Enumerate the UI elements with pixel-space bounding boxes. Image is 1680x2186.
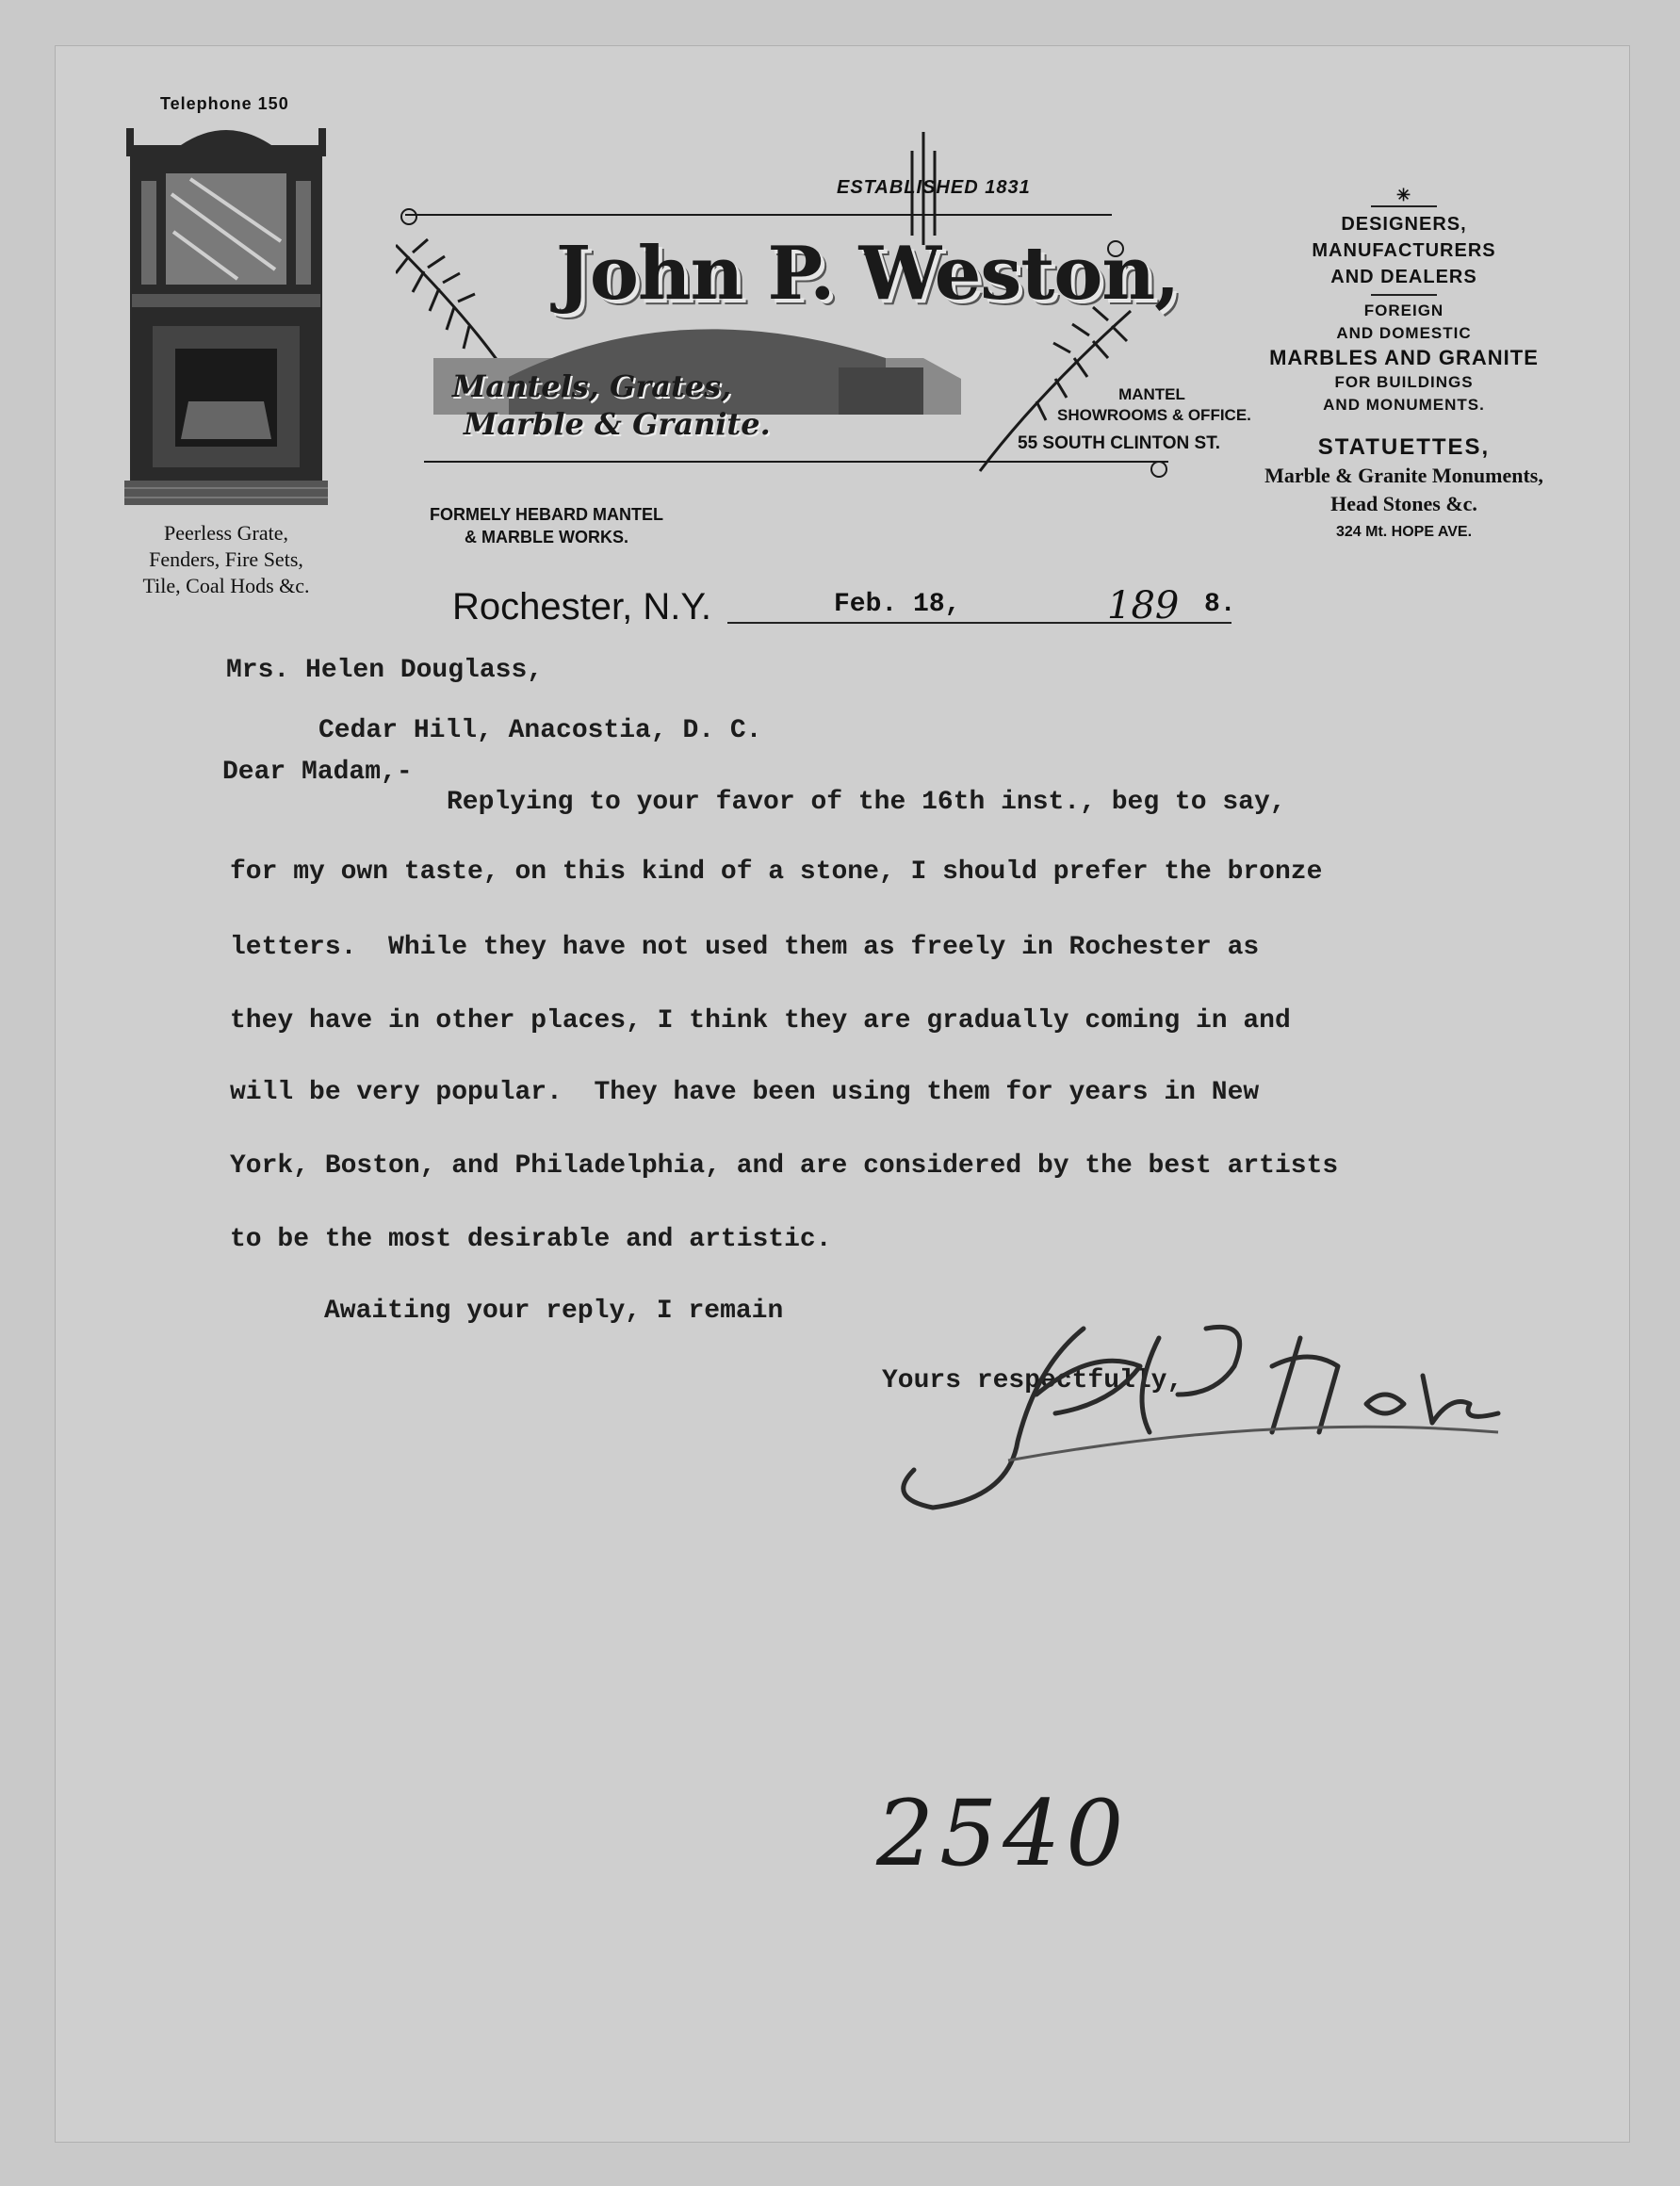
showroom-line: SHOWROOMS & OFFICE. [1057,406,1251,424]
company-tagline [452,367,771,443]
statuettes-line: Head Stones &c. [1330,492,1477,515]
formerly-line: & MARBLE WORKS. [465,528,628,546]
left-product-caption [75,520,377,599]
showroom-label [1057,384,1251,426]
formerly-line: FORMELY HEBARD MANTEL [430,505,664,524]
right-line: FOREIGN [1363,302,1444,319]
right-line: MARBLES AND GRANITE [1269,346,1539,369]
recipient-address: Cedar Hill, Anacostia, D. C. [318,716,762,745]
established-date: ESTABLISHED 1831 [837,177,1031,198]
dateline-year-suffix: 8. [1204,590,1236,619]
statuettes-address: 324 Mt. HOPE AVE. [1335,524,1473,540]
body-line: letters. While they have not used them as freely in Rochester as [230,933,1260,962]
body-line: to be the most desirable and artistic. [230,1225,832,1254]
body-line: Replying to your favor of the 16th inst., beg to say, [447,788,1286,817]
right-statuettes-block [1253,433,1555,546]
masthead-ornament [396,132,1168,528]
left-caption-line: Tile, Coal Hods &c. [142,574,310,597]
right-line: FOR BUILDINGS [1334,373,1474,391]
right-line: AND DOMESTIC [1336,324,1472,342]
tagline-line: Mantels, Grates, [452,368,732,404]
body-line: they have in other places, I think they are gradually coming in and [230,1006,1291,1036]
formerly-note [430,503,663,548]
tagline-line: Marble & Granite. [464,406,771,442]
dateline-city: Rochester, N.Y. [452,586,711,628]
divider [1371,205,1437,207]
ornament-icon: ✳ [1395,186,1412,204]
right-line: DESIGNERS, [1341,214,1467,235]
dateline-date: Feb. 18, [834,590,961,619]
statuettes-line: Marble & Granite Monuments, [1264,464,1543,487]
right-line: AND MONUMENTS. [1323,396,1485,414]
archive-number: 2540 [876,1781,1130,1886]
body-line: York, Boston, and Philadelphia, and are considered by the best artists [230,1151,1339,1181]
fireplace-mantel-illustration [124,119,328,505]
right-line: MANUFACTURERS [1312,240,1496,261]
telephone-label: Telephone 150 [160,94,289,113]
recipient-name: Mrs. Helen Douglass, [226,656,544,685]
dateline-year-prefix: 189 [1107,584,1180,628]
body-line: for my own taste, on this kind of a stone, I should prefer the bronze [230,857,1323,887]
office-address: 55 SOUTH CLINTON ST. [1018,433,1221,453]
statuettes-line: STATUETTES, [1317,434,1491,460]
handwritten-signature [895,1310,1555,1517]
closing-line: Awaiting your reply, I remain [324,1297,784,1326]
right-services-block [1263,188,1545,416]
company-name: John P. Weston, [556,231,1180,317]
showroom-line: MANTEL [1118,385,1185,403]
body-line: will be very popular. They have been using them for years in New [230,1078,1260,1107]
left-caption-line: Peerless Grate, [164,521,288,545]
valediction: Yours respectfully, [882,1366,1183,1395]
right-line: AND DEALERS [1330,267,1477,287]
divider [1371,294,1437,296]
salutation: Dear Madam,- [222,758,413,787]
left-caption-line: Fenders, Fire Sets, [149,547,303,571]
